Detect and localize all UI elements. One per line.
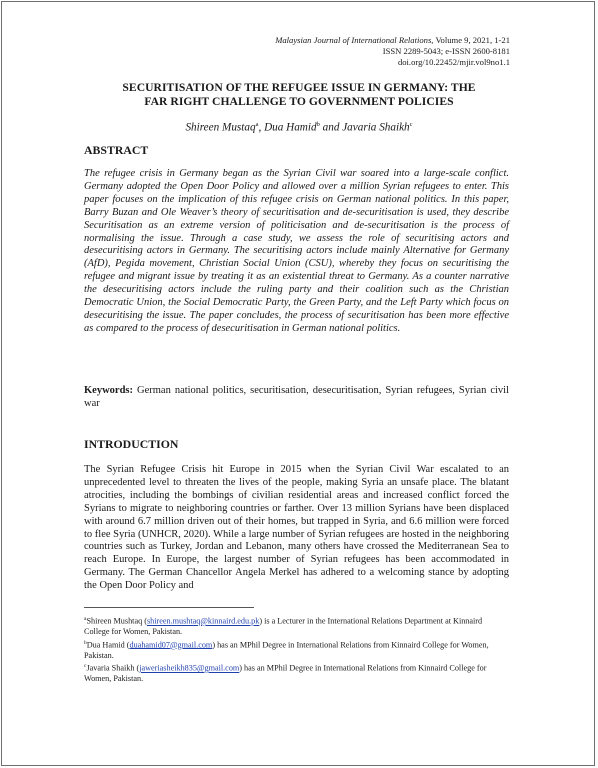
- author-2-mark: b: [316, 121, 320, 128]
- author-separator-2: and: [319, 121, 343, 134]
- abstract-heading: ABSTRACT: [84, 143, 149, 157]
- footnote-item: [84, 661, 509, 685]
- footnote-item: [84, 614, 509, 638]
- footnote-mark: b: [84, 639, 87, 646]
- introduction-heading: INTRODUCTION: [84, 437, 179, 451]
- journal-doi: doi.org/10.22452/mjir.vol9no1.1: [397, 57, 510, 68]
- footnote-affiliation: ) has an MPhil Degree in International Relations from Kinnaird College for Women, Pakistan.: [84, 663, 487, 684]
- paper-title: [84, 81, 514, 109]
- keywords-text: German national politics, securitisation, desecuritisation, Syrian refugees, Syrian civil war: [84, 385, 509, 409]
- footnote-author: Dua Hamid (: [86, 640, 130, 650]
- author-3-mark: c: [409, 121, 413, 128]
- title-line-2: FAR RIGHT CHALLENGE TO GOVERNMENT POLICIES: [144, 95, 454, 108]
- footnote-separator: [84, 607, 254, 608]
- keywords: [84, 384, 509, 410]
- author-1-mark: a: [255, 121, 259, 128]
- journal-name: Malaysian Journal of International Relations: [275, 35, 432, 45]
- journal-volume: , Volume 9, 2021, 1-21: [431, 35, 510, 45]
- footnote-email-link[interactable]: shireen.mushtaq@kinnaird.edu.pk: [146, 616, 260, 626]
- footnote-author: Javaria Shaikh (: [86, 663, 140, 673]
- author-2: Dua Hamid: [264, 121, 317, 134]
- journal-issn: ISSN 2289-5043; e-ISSN 2600-8181: [382, 46, 510, 57]
- footnote-item: [84, 638, 509, 662]
- journal-citation-line: [180, 35, 510, 46]
- footnote-email-link[interactable]: jaweriasheikh835@gmail.com: [139, 663, 240, 673]
- author-separator-1: ,: [258, 121, 265, 134]
- author-1: Shireen Mustaq: [185, 121, 256, 134]
- footnote-email-link[interactable]: duahamid07@gmail.com: [129, 640, 213, 650]
- footnote-mark: a: [84, 616, 87, 622]
- footnote-affiliation: ) has an MPhil Degree in International Relations from Kinnaird College for Women, Pakistan.: [84, 640, 489, 660]
- footnote-affiliation: ) is a Lecturer in the International Relations Department at Kinnaird College for Women, Pakistan.: [84, 616, 483, 637]
- title-line-1: SECURITISATION OF THE REFUGEE ISSUE IN GERMANY: THE: [122, 81, 476, 94]
- introduction-body: The Syrian Refugee Crisis hit Europe in 2015 when the Syrian Civil War escalated to an unprecedented level to threaten the lives of the people, making Syria an unsafe place. The blatant atrocities, including the bombings of civilian residential areas and increased conflict forced the Syrians to migrate to neighboring countries or farther. Over 13 million Syrians have been displaced with around 6.7 million driven out of their homes, but trapped in Syria, and 6.6 million were forced to flee Syria (UNHCR, 2020). While a large number of Syrian refugees are hosted in the neighboring countries such as Turkey, Jordan and Lebanon, many others have crossed the Mediterranean Sea to reach Europe. In Europe, the largest number of Syrian refugees has been accommodated in Germany. The German Chancellor Angela Merkel has adhered to a welcoming stance by adopting the Open Door Policy and: [84, 464, 509, 592]
- author-3: Javaria Shaikh: [342, 121, 410, 134]
- author-list: [84, 118, 514, 135]
- keywords-label: Keywords:: [84, 385, 133, 396]
- abstract-body: The refugee crisis in Germany began as the Syrian Civil war soared into a large-scale conflict. Germany adopted the Open Door Policy and allowed over a million Syrian refugees to enter. This paper focuses on the implication of this refugee crisis on German national politics. In this paper, Barry Buzan and Ole Weaver’s theory of securitisation and de-securitisation is used, they describe Securitisation as an extreme version of politicisation and de-securitisation is the process of normalising the issue. Through a case study, we assess the role of securitising actors and desecuritising actors in Germany. The securitising actors include mainly Alternative for Germany (AfD), Pegida movement, Christian Social Union (CSU), whereby they focus on securitising the refugee and migrant issue by treating it as an existential threat to Germany. As a counter narrative the desecuritising actors include the ruling party and their coalition such as the Christian Democratic Union, the Social Democratic Party, the Green Party, and the Left Party which focus on desecuritising the issue. The paper concludes, the process of securitisation has been more effective as compared to the process of desecuritisation in German national politics.: [84, 168, 509, 334]
- footnote-mark: c: [84, 663, 87, 670]
- journal-header: [180, 35, 510, 69]
- footnotes: [84, 614, 509, 685]
- footnote-author: Shireen Mushtaq (: [86, 616, 147, 626]
